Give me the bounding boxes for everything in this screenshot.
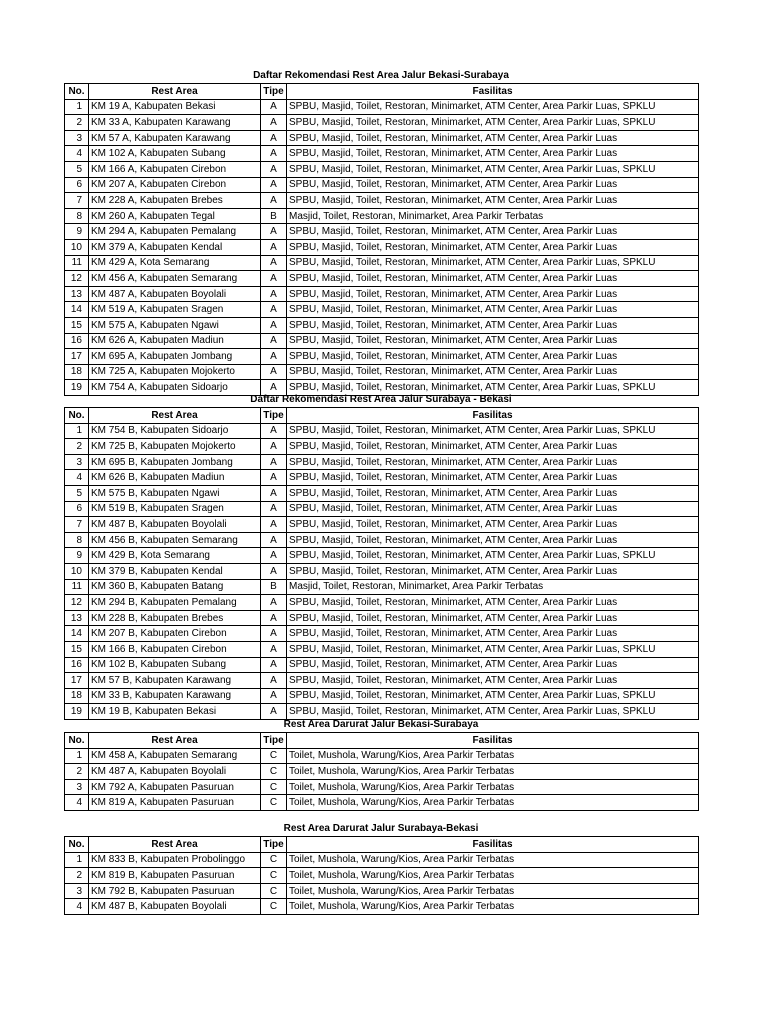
cell-rest-area: KM 207 B, Kabupaten Cirebon	[89, 626, 261, 642]
table-title: Rest Area Darurat Jalur Bekasi-Surabaya	[283, 719, 479, 730]
cell-rest-area: KM 792 B, Kabupaten Pasuruan	[89, 883, 261, 899]
cell-rest-area: KM 456 B, Kabupaten Semarang	[89, 532, 261, 548]
cell-rest-area: KM 102 A, Kabupaten Subang	[89, 146, 261, 162]
cell-tipe: A	[261, 657, 287, 673]
table-row	[65, 364, 699, 380]
header-fasilitas: Fasilitas	[287, 733, 699, 749]
cell-rest-area: KM 228 A, Kabupaten Brebes	[89, 193, 261, 209]
cell-rest-area: KM 166 B, Kabupaten Cirebon	[89, 641, 261, 657]
header-rest-area: Rest Area	[89, 84, 261, 100]
cell-no: 2	[65, 764, 89, 780]
cell-no: 10	[65, 563, 89, 579]
cell-tipe: A	[261, 177, 287, 193]
cell-no: 1	[65, 852, 89, 868]
cell-rest-area: KM 228 B, Kabupaten Brebes	[89, 610, 261, 626]
cell-rest-area: KM 260 A, Kabupaten Tegal	[89, 208, 261, 224]
table-row	[65, 302, 699, 318]
cell-tipe: A	[261, 333, 287, 349]
cell-tipe: C	[261, 764, 287, 780]
cell-rest-area: KM 725 B, Kabupaten Mojokerto	[89, 439, 261, 455]
table-row	[65, 146, 699, 162]
cell-fasilitas: SPBU, Masjid, Toilet, Restoran, Minimarket, ATM Center, Area Parkir Luas	[287, 626, 699, 642]
cell-tipe: C	[261, 883, 287, 899]
table-row	[65, 501, 699, 517]
cell-fasilitas: SPBU, Masjid, Toilet, Restoran, Minimarket, ATM Center, Area Parkir Luas, SPKLU	[287, 704, 699, 720]
cell-fasilitas: SPBU, Masjid, Toilet, Restoran, Minimarket, ATM Center, Area Parkir Luas, SPKLU	[287, 548, 699, 564]
table-row	[65, 239, 699, 255]
table-row	[65, 255, 699, 271]
cell-fasilitas: SPBU, Masjid, Toilet, Restoran, Minimarket, ATM Center, Area Parkir Luas, SPKLU	[287, 115, 699, 131]
table-row	[65, 688, 699, 704]
cell-no: 11	[65, 255, 89, 271]
cell-fasilitas: SPBU, Masjid, Toilet, Restoran, Minimarket, ATM Center, Area Parkir Luas	[287, 177, 699, 193]
cell-tipe: A	[261, 271, 287, 287]
cell-fasilitas: SPBU, Masjid, Toilet, Restoran, Minimarket, ATM Center, Area Parkir Luas	[287, 501, 699, 517]
cell-fasilitas: Masjid, Toilet, Restoran, Minimarket, Area Parkir Terbatas	[287, 579, 699, 595]
table-row	[65, 579, 699, 595]
cell-rest-area: KM 456 A, Kabupaten Semarang	[89, 271, 261, 287]
cell-no: 14	[65, 626, 89, 642]
table-row	[65, 899, 699, 915]
cell-fasilitas: SPBU, Masjid, Toilet, Restoran, Minimarket, ATM Center, Area Parkir Luas	[287, 193, 699, 209]
cell-rest-area: KM 33 B, Kabupaten Karawang	[89, 688, 261, 704]
cell-no: 10	[65, 239, 89, 255]
cell-fasilitas: SPBU, Masjid, Toilet, Restoran, Minimarket, ATM Center, Area Parkir Luas, SPKLU	[287, 641, 699, 657]
cell-no: 13	[65, 286, 89, 302]
cell-no: 3	[65, 454, 89, 470]
cell-no: 7	[65, 193, 89, 209]
cell-rest-area: KM 725 A, Kabupaten Mojokerto	[89, 364, 261, 380]
cell-fasilitas: SPBU, Masjid, Toilet, Restoran, Minimarket, ATM Center, Area Parkir Luas, SPKLU	[287, 380, 699, 396]
cell-fasilitas: SPBU, Masjid, Toilet, Restoran, Minimarket, ATM Center, Area Parkir Luas	[287, 610, 699, 626]
cell-tipe: C	[261, 852, 287, 868]
cell-rest-area: KM 695 B, Kabupaten Jombang	[89, 454, 261, 470]
table-row	[65, 563, 699, 579]
table-row	[65, 795, 699, 811]
table-section-1	[64, 69, 698, 396]
cell-rest-area: KM 575 A, Kabupaten Ngawi	[89, 317, 261, 333]
cell-tipe: A	[261, 224, 287, 240]
cell-tipe: B	[261, 579, 287, 595]
cell-fasilitas: SPBU, Masjid, Toilet, Restoran, Minimarket, ATM Center, Area Parkir Luas	[287, 563, 699, 579]
table-row	[65, 641, 699, 657]
cell-fasilitas: Masjid, Toilet, Restoran, Minimarket, Area Parkir Terbatas	[287, 208, 699, 224]
header-tipe: Tipe	[261, 837, 287, 853]
cell-tipe: C	[261, 779, 287, 795]
cell-rest-area: KM 819 A, Kabupaten Pasuruan	[89, 795, 261, 811]
cell-fasilitas: SPBU, Masjid, Toilet, Restoran, Minimarket, ATM Center, Area Parkir Luas	[287, 271, 699, 287]
table-row	[65, 130, 699, 146]
cell-rest-area: KM 294 A, Kabupaten Pemalang	[89, 224, 261, 240]
cell-rest-area: KM 575 B, Kabupaten Ngawi	[89, 485, 261, 501]
cell-rest-area: KM 33 A, Kabupaten Karawang	[89, 115, 261, 131]
cell-no: 4	[65, 470, 89, 486]
cell-rest-area: KM 819 B, Kabupaten Pasuruan	[89, 868, 261, 884]
cell-tipe: A	[261, 302, 287, 318]
cell-rest-area: KM 379 A, Kabupaten Kendal	[89, 239, 261, 255]
rest-area-table	[64, 83, 699, 396]
table-row	[65, 161, 699, 177]
table-row	[65, 517, 699, 533]
header-fasilitas: Fasilitas	[287, 837, 699, 853]
cell-no: 3	[65, 779, 89, 795]
cell-no: 18	[65, 364, 89, 380]
cell-fasilitas: SPBU, Masjid, Toilet, Restoran, Minimarket, ATM Center, Area Parkir Luas	[287, 485, 699, 501]
cell-fasilitas: Toilet, Mushola, Warung/Kios, Area Parkir Terbatas	[287, 795, 699, 811]
cell-fasilitas: SPBU, Masjid, Toilet, Restoran, Minimarket, ATM Center, Area Parkir Luas	[287, 470, 699, 486]
cell-fasilitas: SPBU, Masjid, Toilet, Restoran, Minimarket, ATM Center, Area Parkir Luas	[287, 349, 699, 365]
cell-fasilitas: Toilet, Mushola, Warung/Kios, Area Parkir Terbatas	[287, 899, 699, 915]
table-row	[65, 595, 699, 611]
cell-tipe: A	[261, 454, 287, 470]
cell-rest-area: KM 833 B, Kabupaten Probolinggo	[89, 852, 261, 868]
cell-fasilitas: SPBU, Masjid, Toilet, Restoran, Minimarket, ATM Center, Area Parkir Luas	[287, 517, 699, 533]
table-row	[65, 626, 699, 642]
cell-tipe: A	[261, 673, 287, 689]
table-row	[65, 485, 699, 501]
cell-no: 8	[65, 208, 89, 224]
header-tipe: Tipe	[261, 408, 287, 424]
cell-no: 4	[65, 146, 89, 162]
header-rest-area: Rest Area	[89, 408, 261, 424]
cell-rest-area: KM 754 A, Kabupaten Sidoarjo	[89, 380, 261, 396]
cell-tipe: A	[261, 485, 287, 501]
cell-no: 17	[65, 349, 89, 365]
cell-fasilitas: SPBU, Masjid, Toilet, Restoran, Minimarket, ATM Center, Area Parkir Luas, SPKLU	[287, 423, 699, 439]
cell-no: 1	[65, 423, 89, 439]
cell-no: 5	[65, 485, 89, 501]
header-no: No.	[65, 408, 89, 424]
cell-fasilitas: SPBU, Masjid, Toilet, Restoran, Minimarket, ATM Center, Area Parkir Luas	[287, 239, 699, 255]
header-fasilitas: Fasilitas	[287, 84, 699, 100]
cell-fasilitas: Toilet, Mushola, Warung/Kios, Area Parkir Terbatas	[287, 883, 699, 899]
cell-tipe: A	[261, 380, 287, 396]
cell-tipe: A	[261, 626, 287, 642]
rest-area-table	[64, 836, 699, 915]
cell-tipe: A	[261, 563, 287, 579]
rest-area-table	[64, 732, 699, 811]
cell-fasilitas: SPBU, Masjid, Toilet, Restoran, Minimarket, ATM Center, Area Parkir Luas, SPKLU	[287, 99, 699, 115]
header-rest-area: Rest Area	[89, 837, 261, 853]
cell-rest-area: KM 487 B, Kabupaten Boyolali	[89, 899, 261, 915]
cell-fasilitas: Toilet, Mushola, Warung/Kios, Area Parkir Terbatas	[287, 779, 699, 795]
cell-fasilitas: Toilet, Mushola, Warung/Kios, Area Parkir Terbatas	[287, 764, 699, 780]
cell-tipe: A	[261, 364, 287, 380]
cell-tipe: A	[261, 146, 287, 162]
cell-fasilitas: SPBU, Masjid, Toilet, Restoran, Minimarket, ATM Center, Area Parkir Luas	[287, 454, 699, 470]
table-row	[65, 748, 699, 764]
table-row	[65, 271, 699, 287]
table-header-row	[65, 408, 699, 424]
cell-tipe: A	[261, 115, 287, 131]
cell-tipe: A	[261, 501, 287, 517]
table-section-3	[64, 718, 698, 811]
cell-rest-area: KM 166 A, Kabupaten Cirebon	[89, 161, 261, 177]
cell-no: 19	[65, 380, 89, 396]
cell-tipe: A	[261, 317, 287, 333]
cell-no: 19	[65, 704, 89, 720]
cell-no: 4	[65, 899, 89, 915]
cell-rest-area: KM 19 B, Kabupaten Bekasi	[89, 704, 261, 720]
cell-no: 6	[65, 177, 89, 193]
cell-fasilitas: SPBU, Masjid, Toilet, Restoran, Minimarket, ATM Center, Area Parkir Luas	[287, 595, 699, 611]
cell-no: 9	[65, 548, 89, 564]
cell-tipe: A	[261, 286, 287, 302]
table-row	[65, 764, 699, 780]
cell-rest-area: KM 19 A, Kabupaten Bekasi	[89, 99, 261, 115]
cell-rest-area: KM 458 A, Kabupaten Semarang	[89, 748, 261, 764]
cell-rest-area: KM 792 A, Kabupaten Pasuruan	[89, 779, 261, 795]
cell-fasilitas: Toilet, Mushola, Warung/Kios, Area Parkir Terbatas	[287, 748, 699, 764]
cell-no: 17	[65, 673, 89, 689]
cell-tipe: A	[261, 193, 287, 209]
cell-tipe: A	[261, 130, 287, 146]
cell-no: 16	[65, 333, 89, 349]
cell-rest-area: KM 294 B, Kabupaten Pemalang	[89, 595, 261, 611]
cell-fasilitas: SPBU, Masjid, Toilet, Restoran, Minimarket, ATM Center, Area Parkir Luas, SPKLU	[287, 688, 699, 704]
cell-no: 4	[65, 795, 89, 811]
cell-no: 15	[65, 641, 89, 657]
cell-fasilitas: SPBU, Masjid, Toilet, Restoran, Minimarket, ATM Center, Area Parkir Luas	[287, 673, 699, 689]
cell-no: 3	[65, 883, 89, 899]
table-row	[65, 177, 699, 193]
cell-no: 15	[65, 317, 89, 333]
table-row	[65, 657, 699, 673]
cell-rest-area: KM 57 B, Kabupaten Karawang	[89, 673, 261, 689]
cell-rest-area: KM 360 B, Kabupaten Batang	[89, 579, 261, 595]
cell-fasilitas: Toilet, Mushola, Warung/Kios, Area Parkir Terbatas	[287, 852, 699, 868]
cell-fasilitas: Toilet, Mushola, Warung/Kios, Area Parkir Terbatas	[287, 868, 699, 884]
cell-tipe: A	[261, 548, 287, 564]
cell-no: 13	[65, 610, 89, 626]
cell-fasilitas: SPBU, Masjid, Toilet, Restoran, Minimarket, ATM Center, Area Parkir Luas	[287, 333, 699, 349]
cell-tipe: A	[261, 641, 287, 657]
table-row	[65, 423, 699, 439]
table-row	[65, 333, 699, 349]
cell-fasilitas: SPBU, Masjid, Toilet, Restoran, Minimarket, ATM Center, Area Parkir Luas, SPKLU	[287, 255, 699, 271]
cell-no: 12	[65, 271, 89, 287]
table-section-4	[64, 822, 698, 915]
cell-rest-area: KM 429 B, Kota Semarang	[89, 548, 261, 564]
header-tipe: Tipe	[261, 733, 287, 749]
cell-fasilitas: SPBU, Masjid, Toilet, Restoran, Minimarket, ATM Center, Area Parkir Luas	[287, 302, 699, 318]
rest-area-table	[64, 407, 699, 720]
cell-no: 12	[65, 595, 89, 611]
cell-tipe: A	[261, 517, 287, 533]
cell-fasilitas: SPBU, Masjid, Toilet, Restoran, Minimarket, ATM Center, Area Parkir Luas	[287, 286, 699, 302]
cell-rest-area: KM 379 B, Kabupaten Kendal	[89, 563, 261, 579]
cell-no: 11	[65, 579, 89, 595]
table-row	[65, 532, 699, 548]
cell-rest-area: KM 487 B, Kabupaten Boyolali	[89, 517, 261, 533]
table-title: Daftar Rekomendasi Rest Area Jalur Surabaya - Bekasi	[250, 394, 512, 405]
cell-fasilitas: SPBU, Masjid, Toilet, Restoran, Minimarket, ATM Center, Area Parkir Luas	[287, 146, 699, 162]
cell-tipe: A	[261, 239, 287, 255]
cell-tipe: A	[261, 470, 287, 486]
table-header-row	[65, 837, 699, 853]
table-header-row	[65, 733, 699, 749]
table-row	[65, 470, 699, 486]
header-no: No.	[65, 84, 89, 100]
cell-no: 2	[65, 868, 89, 884]
table-section-2	[64, 393, 698, 720]
cell-fasilitas: SPBU, Masjid, Toilet, Restoran, Minimarket, ATM Center, Area Parkir Luas	[287, 130, 699, 146]
cell-fasilitas: SPBU, Masjid, Toilet, Restoran, Minimarket, ATM Center, Area Parkir Luas	[287, 224, 699, 240]
cell-no: 18	[65, 688, 89, 704]
cell-no: 7	[65, 517, 89, 533]
table-title: Daftar Rekomendasi Rest Area Jalur Bekasi-Surabaya	[253, 70, 509, 81]
table-row	[65, 224, 699, 240]
header-tipe: Tipe	[261, 84, 287, 100]
cell-rest-area: KM 57 A, Kabupaten Karawang	[89, 130, 261, 146]
table-row	[65, 193, 699, 209]
cell-no: 2	[65, 439, 89, 455]
cell-tipe: A	[261, 439, 287, 455]
cell-tipe: C	[261, 899, 287, 915]
cell-fasilitas: SPBU, Masjid, Toilet, Restoran, Minimarket, ATM Center, Area Parkir Luas	[287, 532, 699, 548]
cell-rest-area: KM 519 B, Kabupaten Sragen	[89, 501, 261, 517]
cell-no: 14	[65, 302, 89, 318]
table-row	[65, 99, 699, 115]
header-no: No.	[65, 837, 89, 853]
cell-no: 16	[65, 657, 89, 673]
cell-tipe: B	[261, 208, 287, 224]
cell-tipe: A	[261, 595, 287, 611]
cell-no: 9	[65, 224, 89, 240]
cell-tipe: C	[261, 868, 287, 884]
table-row	[65, 115, 699, 131]
table-row	[65, 883, 699, 899]
cell-rest-area: KM 487 A, Kabupaten Boyolali	[89, 286, 261, 302]
cell-no: 5	[65, 161, 89, 177]
table-row	[65, 779, 699, 795]
cell-tipe: A	[261, 610, 287, 626]
cell-fasilitas: SPBU, Masjid, Toilet, Restoran, Minimarket, ATM Center, Area Parkir Luas, SPKLU	[287, 161, 699, 177]
table-row	[65, 868, 699, 884]
table-row	[65, 673, 699, 689]
table-header-row	[65, 84, 699, 100]
cell-tipe: C	[261, 795, 287, 811]
cell-tipe: A	[261, 688, 287, 704]
cell-no: 1	[65, 748, 89, 764]
cell-rest-area: KM 519 A, Kabupaten Sragen	[89, 302, 261, 318]
cell-rest-area: KM 207 A, Kabupaten Cirebon	[89, 177, 261, 193]
table-row	[65, 852, 699, 868]
table-row	[65, 548, 699, 564]
header-no: No.	[65, 733, 89, 749]
cell-tipe: C	[261, 748, 287, 764]
cell-tipe: A	[261, 704, 287, 720]
cell-no: 8	[65, 532, 89, 548]
cell-tipe: A	[261, 255, 287, 271]
cell-tipe: A	[261, 161, 287, 177]
cell-no: 6	[65, 501, 89, 517]
table-row	[65, 349, 699, 365]
cell-rest-area: KM 626 A, Kabupaten Madiun	[89, 333, 261, 349]
cell-fasilitas: SPBU, Masjid, Toilet, Restoran, Minimarket, ATM Center, Area Parkir Luas	[287, 439, 699, 455]
cell-no: 3	[65, 130, 89, 146]
table-row	[65, 317, 699, 333]
table-row	[65, 286, 699, 302]
cell-rest-area: KM 626 B, Kabupaten Madiun	[89, 470, 261, 486]
cell-fasilitas: SPBU, Masjid, Toilet, Restoran, Minimarket, ATM Center, Area Parkir Luas	[287, 317, 699, 333]
cell-rest-area: KM 695 A, Kabupaten Jombang	[89, 349, 261, 365]
cell-rest-area: KM 429 A, Kota Semarang	[89, 255, 261, 271]
table-row	[65, 208, 699, 224]
cell-rest-area: KM 754 B, Kabupaten Sidoarjo	[89, 423, 261, 439]
cell-fasilitas: SPBU, Masjid, Toilet, Restoran, Minimarket, ATM Center, Area Parkir Luas	[287, 364, 699, 380]
header-fasilitas: Fasilitas	[287, 408, 699, 424]
cell-rest-area: KM 102 B, Kabupaten Subang	[89, 657, 261, 673]
cell-no: 1	[65, 99, 89, 115]
header-rest-area: Rest Area	[89, 733, 261, 749]
cell-tipe: A	[261, 349, 287, 365]
cell-rest-area: KM 487 A, Kabupaten Boyolali	[89, 764, 261, 780]
table-row	[65, 439, 699, 455]
cell-fasilitas: SPBU, Masjid, Toilet, Restoran, Minimarket, ATM Center, Area Parkir Luas	[287, 657, 699, 673]
cell-tipe: A	[261, 99, 287, 115]
table-row	[65, 610, 699, 626]
table-title: Rest Area Darurat Jalur Surabaya-Bekasi	[283, 823, 479, 834]
cell-tipe: A	[261, 532, 287, 548]
cell-no: 2	[65, 115, 89, 131]
cell-tipe: A	[261, 423, 287, 439]
table-row	[65, 454, 699, 470]
